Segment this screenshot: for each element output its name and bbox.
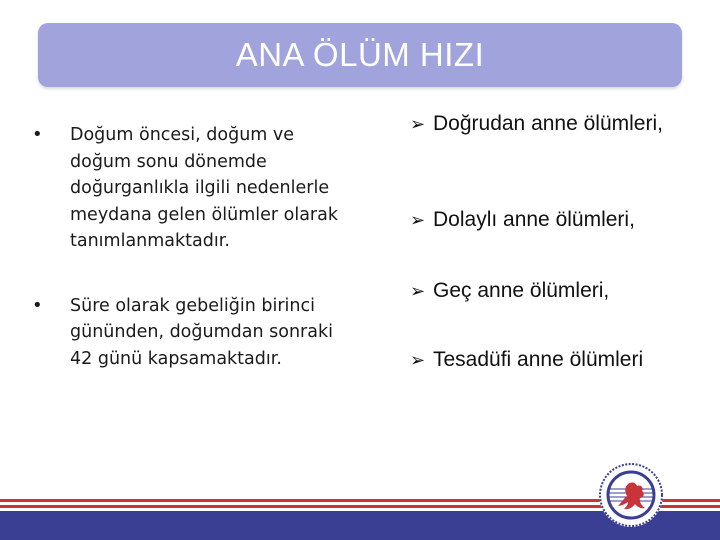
bullet-dot-icon: •: [32, 124, 43, 145]
arrow-item-text: Doğrudan anne ölümleri,: [433, 112, 663, 135]
arrowhead-icon: ➢: [410, 210, 426, 230]
title-bar: [38, 23, 682, 87]
arrowhead-icon: ➢: [410, 350, 426, 370]
arrow-list-item: [410, 112, 710, 136]
university-seal-logo-icon: [598, 462, 664, 528]
bullet-item: [30, 293, 350, 373]
slide-title: ANA ÖLÜM HIZI: [235, 36, 485, 73]
arrow-item-text: Tesadüfi anne ölümleri: [433, 348, 644, 371]
left-bullet-list: [30, 122, 350, 372]
arrow-item-text: Geç anne ölümleri,: [433, 279, 610, 302]
bullet-text: Süre olarak gebeliğin birinci gününden, doğumdan sonraki 42 günü kapsamaktadır.: [70, 295, 333, 369]
bullet-dot-icon: •: [32, 294, 43, 316]
bullet-text: Doğum öncesi, doğum ve doğum sonu dönemde doğurganlıkla ilgili nedenlerle meydana gelen ölümler olarak tanımlanmaktadır.: [70, 125, 338, 251]
bullet-item: [30, 122, 350, 255]
arrow-item-text: Dolaylı anne ölümleri,: [433, 208, 635, 231]
arrow-list-item: [410, 348, 710, 372]
arrow-list-item: [410, 279, 710, 303]
arrow-list-item: [410, 208, 710, 232]
arrowhead-icon: ➢: [410, 281, 426, 301]
arrowhead-icon: ➢: [410, 114, 426, 134]
